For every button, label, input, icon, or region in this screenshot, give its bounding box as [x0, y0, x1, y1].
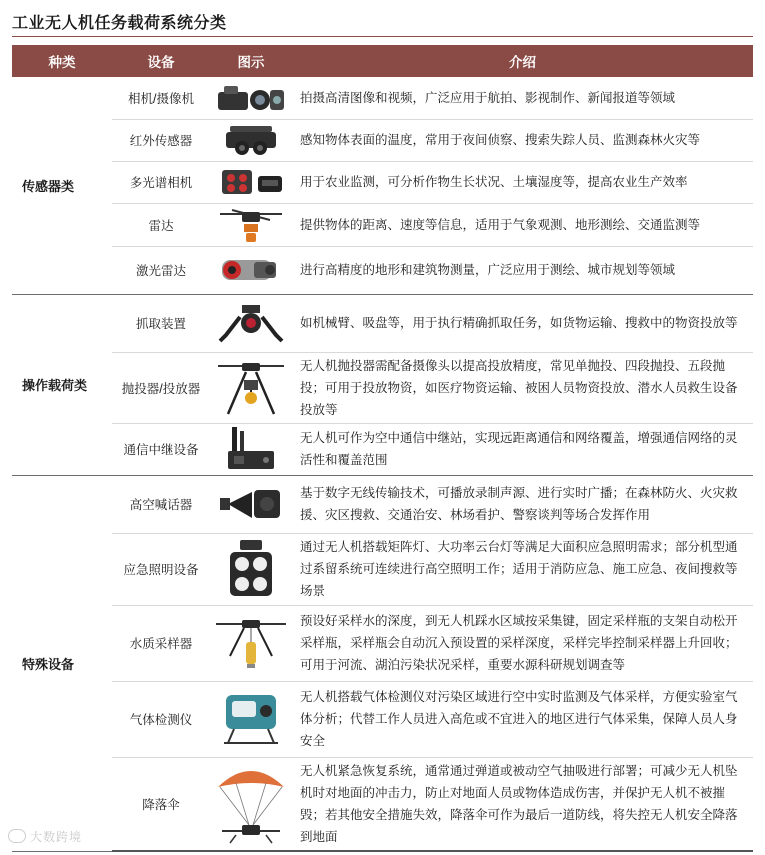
dropper-drone-icon	[210, 352, 292, 423]
table-row	[12, 77, 753, 119]
relay-device-icon	[210, 423, 292, 475]
device-name: 气体检测仪	[112, 681, 210, 757]
device-description: 无人机可作为空中通信中继站，实现远距离通信和网络覆盖，增强通信网络的灵活性和覆盖范围	[292, 423, 753, 475]
device-name: 红外传感器	[112, 119, 210, 161]
lidar-icon	[210, 246, 292, 294]
device-name: 降落伞	[112, 757, 210, 851]
device-description: 进行高精度的地形和建筑物测量，广泛应用于测绘、城市规划等领域	[292, 246, 753, 294]
device-description: 感知物体表面的温度，常用于夜间侦察、搜索失踪人员、监测森林火灾等	[292, 119, 753, 161]
device-name: 相机/摄像机	[112, 77, 210, 119]
device-description: 如机械臂、吸盘等，用于执行精确抓取任务，如货物运输、搜救中的物资投放等	[292, 294, 753, 352]
watermark	[8, 828, 82, 845]
device-name: 抛投器/投放器	[112, 352, 210, 423]
device-description: 用于农业监测，可分析作物生长状况、土壤湿度等，提高农业生产效率	[292, 161, 753, 203]
device-description: 基于数字无线传输技术，可播放录制声源、进行实时广播；在森林防火、火灾救援、灾区搜救、交通治安、林场看护、警察谈判等场合发挥作用	[292, 475, 753, 533]
device-name: 抓取装置	[112, 294, 210, 352]
table-row	[12, 605, 753, 681]
device-name: 雷达	[112, 203, 210, 246]
device-description: 提供物体的距离、速度等信息，适用于气象观测、地形测绘、交通监测等	[292, 203, 753, 246]
table-row	[12, 161, 753, 203]
table-row	[12, 475, 753, 533]
device-name: 高空喊话器	[112, 475, 210, 533]
radar-drone-icon	[210, 203, 292, 246]
table-row	[12, 119, 753, 161]
watermark-logo-icon	[8, 829, 26, 843]
device-description: 通过无人机搭载矩阵灯、大功率云台灯等满足大面积应急照明需求；部分机型通过系留系统可连续进行高空照明工作；适用于消防应急、施工应急、夜间搜救等场景	[292, 533, 753, 605]
device-description: 无人机抛投器需配备摄像头以提高投放精度，常见单抛投、四段抛投、五段抛投；可用于投放物资，如医疗物资运输、被困人员物资投放、潜水人员救生设备投放等	[292, 352, 753, 423]
device-description: 预设好采样水的深度，到无人机踩水区域按采集键，固定采样瓶的支架自动松开采样瓶，采样瓶会自动沉入预设置的采样深度，采样完毕控制采样器上升回收；可用于河流、湖泊污染状况采样，重要水源科研规划调查等	[292, 605, 753, 681]
table-row	[12, 294, 753, 352]
watermark-text: 大数跨境	[30, 830, 83, 844]
loudspeaker-icon	[210, 475, 292, 533]
device-name: 应急照明设备	[112, 533, 210, 605]
searchlight-icon	[210, 533, 292, 605]
page-title: 工业无人机任务载荷系统分类	[12, 15, 227, 32]
table-row	[12, 203, 753, 246]
device-name: 通信中继设备	[112, 423, 210, 475]
parachute-icon	[210, 757, 292, 851]
gas-detector-icon	[210, 681, 292, 757]
device-name: 多光谱相机	[112, 161, 210, 203]
device-name: 水质采样器	[112, 605, 210, 681]
device-description: 无人机紧急恢复系统，通常通过弹道或被动空气抽吸进行部署；可减少无人机坠机时对地面的冲击力，防止对地面人员或物体造成伤害，并保护无人机不被摧毁；若其他安全措施失效，降落伞可作为最后一道防线，将失控无人机安全降落到地面	[292, 757, 753, 851]
device-name: 激光雷达	[112, 246, 210, 294]
title-rule	[12, 36, 753, 37]
payload-table	[12, 45, 753, 852]
category-special-equipment: 特殊设备	[12, 475, 112, 851]
device-description: 无人机搭载气体检测仪对污染区域进行空中实时监测及气体采样，方便实验室气体分析；代替工作人员进入高危或不宜进入的地区进行气体采集，保障人员人身安全	[292, 681, 753, 757]
device-description: 拍摄高清图像和视频，广泛应用于航拍、影视制作、新闻报道等领域	[292, 77, 753, 119]
category-operational-payloads: 操作载荷类	[12, 294, 112, 475]
table-row	[12, 533, 753, 605]
table-row	[12, 352, 753, 423]
header-category: 种类	[12, 45, 112, 77]
water-sampler-icon	[210, 605, 292, 681]
gripper-icon	[210, 294, 292, 352]
header-illustration: 图示	[210, 45, 292, 77]
header-description: 介绍	[292, 45, 753, 77]
header-device: 设备	[112, 45, 210, 77]
table-row	[12, 246, 753, 294]
category-sensors: 传感器类	[12, 77, 112, 294]
table-row	[12, 681, 753, 757]
gimbal-camera-icon	[210, 77, 292, 119]
table-row	[12, 757, 753, 851]
table-header-row	[12, 45, 753, 77]
table-row	[12, 423, 753, 475]
multispectral-camera-icon	[210, 161, 292, 203]
infrared-sensor-icon	[210, 119, 292, 161]
